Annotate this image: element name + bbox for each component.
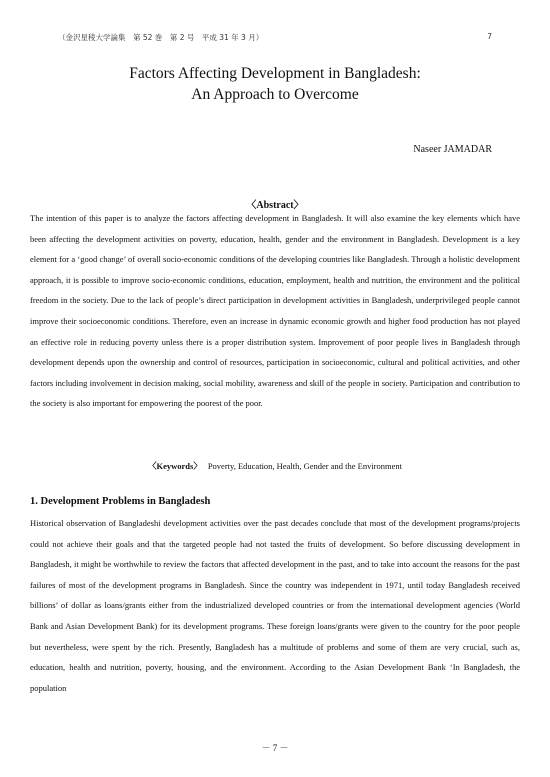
abstract-body: The intention of this paper is to analyze the factors affecting development in Bangladesh. It will also examine the key elements which have been affecting the development activities on poverty, education, health, gender and the environment in Bangladesh. Development is a key element for a ‘good change’ of overall socio-economic conditions of the developing countries like Bangladesh. Through a holistic development approach, it is possible to improve socio-economic conditions, education, employment, health and nutrition, the environment and the political freedom in the society. Due to the lack of people’s direct participation in development activities in Bangladesh, underprivileged people cannot improve their socioeconomic conditions. Therefore, even an increase in dynamic economic growth and higher food production has not played an effective role in reducing poverty unless there is a proper distribution system. Improvement of poor people lives in Bangladesh through development depends upon the ownership and control of resources, participation in socioeconomic, cultural and political activities, and other factors including involvement in decision making, social mobility, awareness and skill of the people in society. Participation and contribution to the society is also important for empowering the poorest of the poor. (30, 213, 520, 409)
paper-title (0, 63, 550, 105)
section-body: Historical observation of Bangladeshi development activities over the past decades conclude that most of the development programs/projects could not achieve their goals and that the targeted people had not tasted the fruits of development. So before discussing development in Bangladesh, it might be worthwhile to review the factors that affected development in the past, and to take into account the reasons for the past failures of most of the development programs in Bangladesh. Since the country was independent in 1971, until today Bangladesh received billions’ of dollar as loans/grants either from the industrialized developed countries or from the international development agencies (World Bank and Asian Development Bank) for its development programs. These foreign loans/grants were given to the country for the poor people but nevertheless, were spent by the rich. Presently, Bangladesh has a multitude of problems and some of them are very crucial, such as, education, health and nutrition, poverty, housing, and the environment. According to the Asian Development Bank ‘In Bangladesh, the population (30, 518, 520, 693)
abstract-heading: 〈Abstract〉 (246, 200, 304, 211)
header-page-number: 7 (487, 32, 492, 41)
running-header (58, 32, 492, 43)
keywords-text: Poverty, Education, Health, Gender and the Environment (207, 461, 403, 471)
author-name: Naseer JAMADAR (413, 144, 492, 155)
section-heading: 1. Development Problems in Bangladesh (30, 496, 211, 507)
page-footer: － 7 － (261, 743, 289, 753)
journal-citation: （金沢星稜大学論集 第 52 巻 第 2 号 平成 31 年 3 月） (58, 33, 264, 42)
keywords-label: 〈Keywords〉 (147, 461, 202, 471)
keywords-line (0, 460, 550, 472)
title-line-1: Factors Affecting Development in Bangladesh: (129, 65, 421, 82)
title-line-2: An Approach to Overcome (191, 86, 359, 103)
